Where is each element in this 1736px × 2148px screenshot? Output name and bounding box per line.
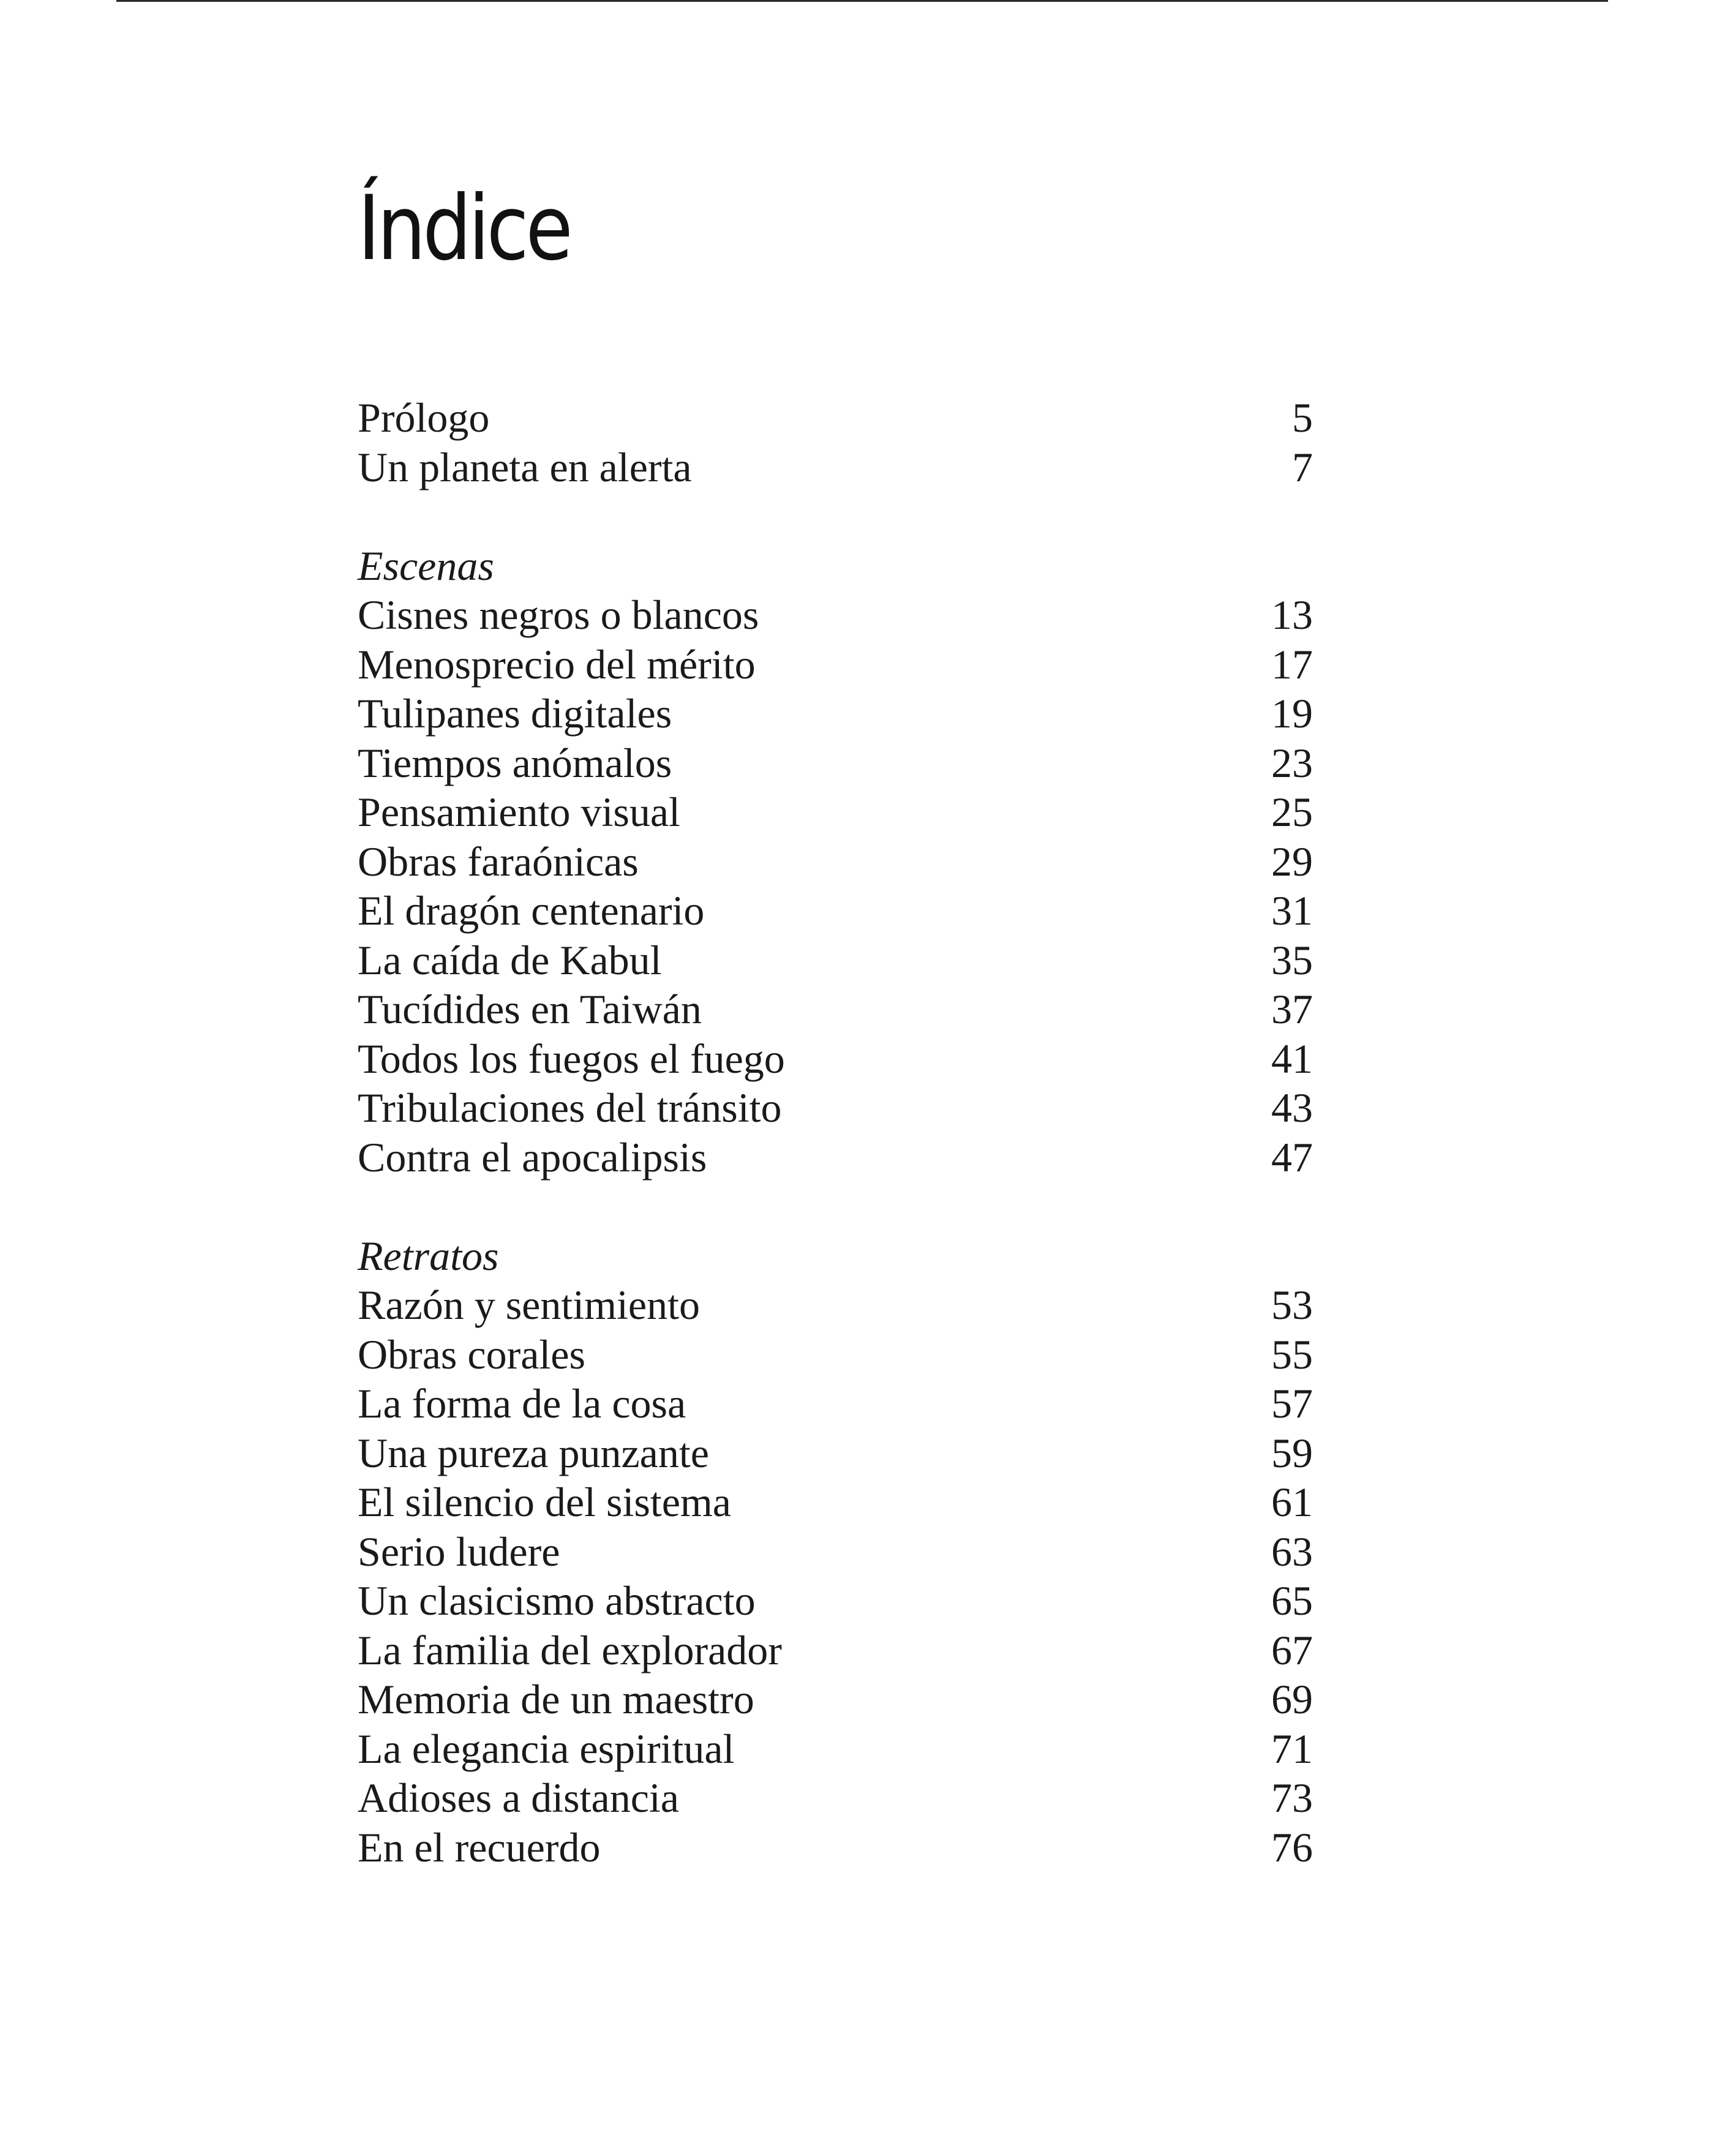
toc-entry-page: 19 (1271, 690, 1313, 737)
toc-entry (358, 1429, 1313, 1478)
toc-entry (358, 985, 1313, 1034)
toc-entry (358, 1034, 1313, 1084)
toc-entry-title: La familia del explorador (358, 1626, 782, 1673)
toc-entry (358, 393, 1313, 443)
toc-entry (358, 1133, 1313, 1182)
toc-section (358, 1231, 1313, 1872)
toc-entry-page: 69 (1271, 1676, 1313, 1722)
toc-entry-title: Todos los fuegos el fuego (358, 1035, 785, 1082)
toc-entry-title: Tucídides en Taiwán (358, 986, 702, 1032)
toc-entry-title: Contra el apocalipsis (358, 1133, 707, 1181)
toc-entry-page: 65 (1271, 1577, 1313, 1624)
toc-entry (358, 640, 1313, 689)
toc-entry-page: 37 (1271, 986, 1313, 1032)
toc-entry-title: Adioses a distancia (358, 1774, 679, 1821)
toc-entry-page: 23 (1271, 739, 1313, 786)
toc-section-heading: Retratos (358, 1232, 499, 1279)
toc-entry-page: 73 (1271, 1774, 1313, 1821)
toc-entry-page: 5 (1292, 394, 1313, 441)
toc-entry (358, 1330, 1313, 1380)
top-rule (116, 0, 1608, 2)
toc-entry-page: 61 (1271, 1479, 1313, 1525)
toc-entry (358, 1823, 1313, 1872)
toc-entry-page: 76 (1271, 1823, 1313, 1871)
toc-entry-title: La elegancia espiritual (358, 1725, 735, 1772)
toc-entry (358, 837, 1313, 887)
toc-entry-title: Cisnes negros o blancos (358, 591, 759, 638)
toc-entry-title: Un planeta en alerta (358, 443, 692, 490)
toc-entry-page: 53 (1271, 1282, 1313, 1328)
toc-entry (358, 787, 1313, 837)
toc-entry (358, 590, 1313, 640)
toc-entry (358, 738, 1313, 788)
table-of-contents (358, 393, 1313, 1921)
toc-entry-title: Obras faraónicas (358, 838, 639, 885)
toc-entry-title: Tribulaciones del tránsito (358, 1084, 782, 1131)
toc-entry-title: En el recuerdo (358, 1823, 601, 1871)
toc-entry-title: Una pureza punzante (358, 1429, 709, 1476)
toc-entry-page: 29 (1271, 838, 1313, 885)
toc-entry-page: 35 (1271, 936, 1313, 983)
toc-entry-title: La caída de Kabul (358, 936, 662, 983)
toc-entry-page: 13 (1271, 591, 1313, 638)
toc-entry-title: El dragón centenario (358, 887, 705, 934)
toc-entry-title: Razón y sentimiento (358, 1282, 701, 1328)
toc-entry-page: 47 (1271, 1133, 1313, 1181)
toc-entry (358, 1527, 1313, 1577)
toc-section-heading: Escenas (358, 542, 494, 589)
toc-entry (358, 689, 1313, 738)
toc-entry-page: 67 (1271, 1626, 1313, 1673)
toc-entry-title: Obras corales (358, 1331, 585, 1378)
toc-entry-title: Prólogo (358, 394, 490, 441)
toc-entry-page: 63 (1271, 1528, 1313, 1575)
toc-entry-page: 7 (1292, 443, 1313, 490)
toc-entry (358, 1280, 1313, 1330)
toc-entry (358, 1626, 1313, 1675)
toc-entry-page: 71 (1271, 1725, 1313, 1772)
toc-entry-page: 59 (1271, 1429, 1313, 1476)
toc-entry (358, 1478, 1313, 1527)
toc-entry-title: Serio ludere (358, 1528, 560, 1575)
toc-entry (358, 886, 1313, 936)
toc-entry-title: El silencio del sistema (358, 1479, 731, 1525)
page-title: Índice (358, 176, 570, 280)
toc-entry (358, 443, 1313, 492)
toc-entry-title: La forma de la cosa (358, 1380, 686, 1427)
toc-entry-page: 55 (1271, 1331, 1313, 1378)
toc-entry-page: 25 (1271, 789, 1313, 835)
toc-entry-page: 31 (1271, 887, 1313, 934)
toc-entry (358, 936, 1313, 985)
toc-entry (358, 1576, 1313, 1626)
toc-entry (358, 1083, 1313, 1133)
toc-section (358, 393, 1313, 492)
toc-entry-title: Menosprecio del mérito (358, 640, 756, 688)
toc-section (358, 541, 1313, 1182)
toc-entry-title: Tiempos anómalos (358, 739, 672, 786)
toc-entry-page: 57 (1271, 1380, 1313, 1427)
toc-entry-title: Tulipanes digitales (358, 690, 672, 737)
toc-entry-page: 17 (1271, 640, 1313, 688)
toc-entry-title: Un clasicismo abstracto (358, 1577, 756, 1624)
toc-entry (358, 1724, 1313, 1774)
toc-entry (358, 1773, 1313, 1823)
toc-entry-page: 41 (1271, 1035, 1313, 1082)
toc-entry-title: Pensamiento visual (358, 789, 680, 835)
toc-entry (358, 1675, 1313, 1724)
toc-entry-title: Memoria de un maestro (358, 1676, 754, 1722)
toc-entry (358, 1379, 1313, 1429)
toc-entry-page: 43 (1271, 1084, 1313, 1131)
